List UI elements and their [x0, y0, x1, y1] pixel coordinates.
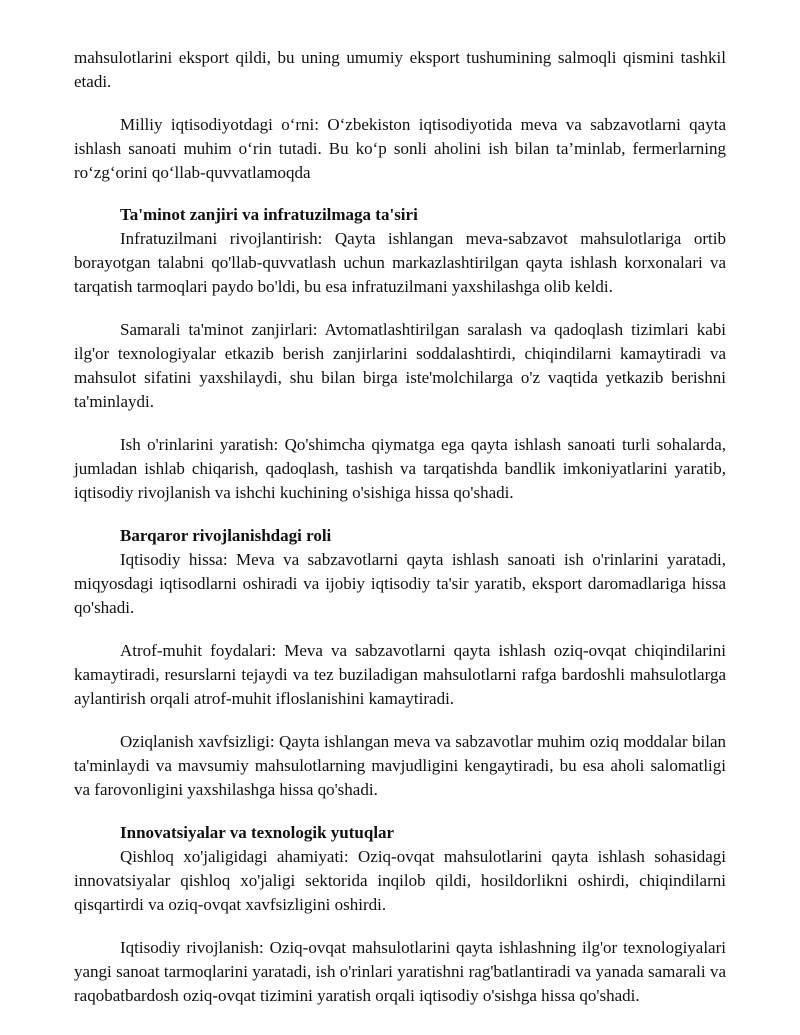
paragraph-supply-chains: Samarali ta'minot zanjirlari: Avtomatlashtirilgan saralash va qadoqlash tizimlari kabi ilg'or texnologiyalar etkazib berish zanjirlarini soddalashtirdi, chiqindilarni kamaytiradi va mahsulot sifatini yaxshilaydi, shu bilan birga iste'molchilarga o'z vaqtida yetkazib berishni ta'minlaydi. — [74, 320, 726, 411]
heading-sustainable-development: Barqaror rivojlanishdagi roli — [120, 526, 332, 545]
heading-innovations: Innovatsiyalar va texnologik yutuqlar — [120, 823, 395, 842]
paragraph-intro-continuation: mahsulotlarini eksport qildi, bu uning umumiy eksport tushumining salmoqli qismini tashkil etadi. — [74, 48, 726, 91]
paragraph-agriculture-importance: Qishloq xo'jaligidagi ahamiyati: Oziq-ovqat mahsulotlarini qayta ishlash sohasidagi innovatsiyalar qishloq xo'jaligi sektorida inqilob qildi, hosildorlikni oshirdi, chiqindilarni qisqartirdi va oziq-ovqat xavfsizligini oshirdi. — [74, 847, 726, 914]
document-body — [74, 46, 726, 1008]
paragraph-economic-development: Iqtisodiy rivojlanish: Oziq-ovqat mahsulotlarini qayta ishlashning ilg'or texnologiyalari yangi sanoat tarmoqlarini yaratadi, ish o'rinlari yaratishni rag'batlantiradi va yanada samarali va raqobatbardosh oziq-ovqat tizimini yaratish orqali iqtisodiy o'sishga hissa qo'shadi. — [74, 938, 726, 1005]
heading-supply-chain: Ta'minot zanjiri va infratuzilmaga ta'siri — [120, 205, 418, 224]
paragraph-national-economy: Milliy iqtisodiyotdagi o‘rni: O‘zbekiston iqtisodiyotida meva va sabzavotlarni qayta ishlash sanoati muhim o‘rin tutadi. Bu ko‘p sonli aholini ish bilan ta’minlab, fermerlarning ro‘zg‘orini qo‘llab-quvvatlamoqda — [74, 115, 726, 182]
paragraph-environmental-benefits: Atrof-muhit foydalari: Meva va sabzavotlarni qayta ishlash oziq-ovqat chiqindilarini kamaytiradi, resurslarni tejaydi va tez buziladigan mahsulotlarni rafga bardoshli mahsulotlarga aylantirish orqali atrof-muhit ifloslanishini kamaytiradi. — [74, 641, 726, 708]
paragraph-nutrition-security: Oziqlanish xavfsizligi: Qayta ishlangan meva va sabzavotlar muhim oziq moddalar bilan ta'minlaydi va mavsumiy mahsulotlarning mavjudligini kengaytiradi, bu esa aholi salomatligi va farovonligini yaxshilashga hissa qo'shadi. — [74, 732, 726, 799]
paragraph-infrastructure: Infratuzilmani rivojlantirish: Qayta ishlangan meva-sabzavot mahsulotlariga ortib borayotgan talabni qo'llab-quvvatlash uchun markazlashtirilgan qayta ishlash korxonalari va tarqatish tarmoqlari paydo bo'ldi, bu esa infratuzilmani yaxshilashga olib keldi. — [74, 229, 726, 296]
paragraph-job-creation: Ish o'rinlarini yaratish: Qo'shimcha qiymatga ega qayta ishlash sanoati turli sohalarda, jumladan ishlab chiqarish, qadoqlash, tashish va tarqatishda bandlik imkoniyatlarini yaratib, iqtisodiy rivojlanish va ishchi kuchining o'sishiga hissa qo'shadi. — [74, 435, 726, 502]
paragraph-economic-contribution: Iqtisodiy hissa: Meva va sabzavotlarni qayta ishlash sanoati ish o'rinlarini yaratadi, miqyosdagi iqtisodlarni oshiradi va ijobiy iqtisodiy ta'sir yaratib, eksport daromadlariga hissa qo'shadi. — [74, 550, 726, 617]
